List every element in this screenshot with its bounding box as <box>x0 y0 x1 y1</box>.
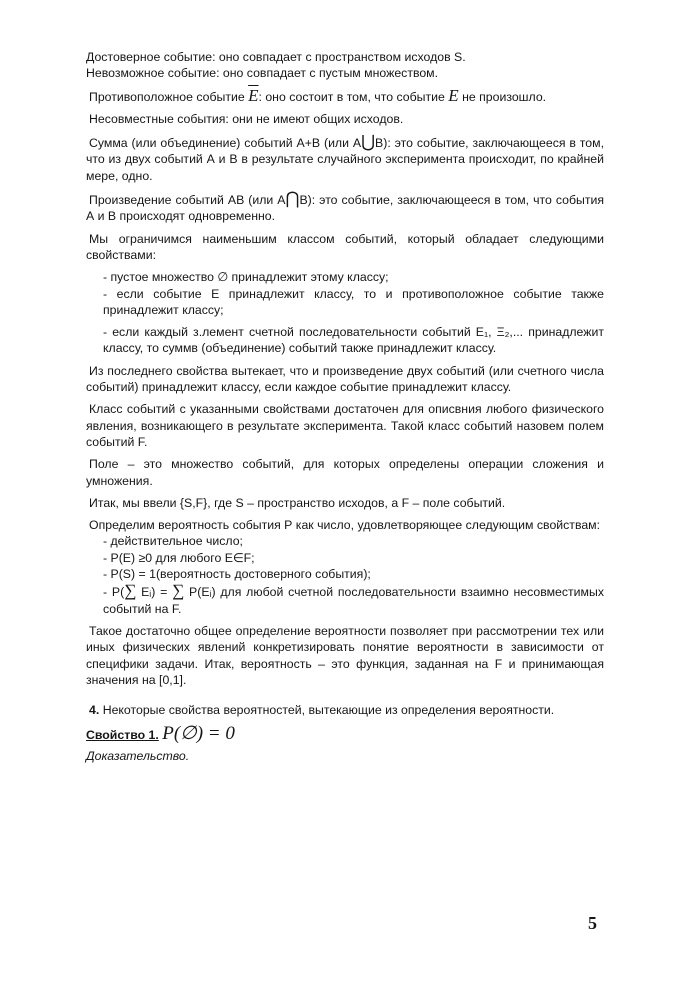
union-symbol: ⋃ <box>361 132 376 152</box>
property-formula: P(∅) = 0 <box>162 723 235 745</box>
e-symbol: E <box>448 85 459 105</box>
sum-symbol: ∑ <box>172 581 185 601</box>
paragraph-consequence: Из последнего свойства вытекает, что и произведение двух событий (или счетного числа событий) принадлежит классу, если каждое событие принадлежит классу. <box>86 363 604 395</box>
section-heading <box>86 702 604 718</box>
list-item: - Р(∑ Eᵢ) = ∑ Р(Eᵢ) для любой счетной последовательности взаимно несовместимых событий на F. <box>103 581 604 616</box>
paragraph-incompatible-events: Несовместные события: они не имеют общих исходов. <box>89 111 404 126</box>
paragraph-general-definition: Такое достаточно общее определение вероятности позволяет при рассмотрении тех или иных физических явлений конкретизировать понятие вероятности в зависимости от специфики задачи. Итак, вероятность – это функция, заданная на F и принимающая значения на [0,1]. <box>86 623 604 687</box>
list-item: - если каждый з.лемент счетной последовательности событий Е₁, Ξ₂,... принадлежит классу, то суммв (объединение) событий также принадлежит классу. <box>103 325 604 356</box>
proof-label: Доказательство. <box>86 748 190 763</box>
probability-properties-list <box>86 533 604 616</box>
list-item: - Р(Е) ≥0 для любого Е∈F; <box>103 550 255 565</box>
paragraph-opposite-event: Противоположное событие $\overline{E}$: оно состоит в том, что событие E не произошло. <box>89 85 547 105</box>
page-number: 5 <box>588 913 597 933</box>
paragraph-sum-events: Сумма (или объединение) событий А+В (или А⋃В): это событие, заключающееся в том, что из двух событий А и В в результате случайного эксперимента происходит, по крайней мере, одно. <box>86 132 604 183</box>
paragraph-probability-definition: Определим вероятность события Р как число, удовлетворяющее следующим свойствам: <box>89 518 601 533</box>
paragraph-certain-event: Достоверное событие: оно совпадает с пространством исходов S. <box>86 50 466 64</box>
sum-symbol: ∑ <box>124 581 137 601</box>
paragraph-field-definition: Поле – это множество событий, для которых определены операции сложения и умножения. <box>86 457 604 488</box>
property-heading <box>86 723 604 745</box>
paragraph-field-of-events: Класс событий с указанными свойствами достаточен для описвния любого физического явления, возникающего в результате эксперимента. Такой класс событий назовем полем событий F. <box>86 402 604 449</box>
paragraph-class-intro: Мы ограничимся наименьшим классом событий, который обладает следующими свойствами: <box>86 231 604 262</box>
property-label: Свойство 1. <box>86 728 159 743</box>
paragraph-s-f: Итак, мы ввели {S,F}, где S – пространство исходов, а F – поле событий. <box>89 495 506 510</box>
section-number: 4. <box>89 703 100 718</box>
list-item: - P(S) = 1(вероятность достоверного события); <box>103 567 371 582</box>
paragraph-product-events: Произведение событий АВ (или А⋂В): это событие, заключающееся в том, что события А и В происходят одновременно. <box>86 189 605 224</box>
list-item: - если событие Е принадлежит классу, то и противоположное событие также принадлежит классу; <box>103 286 604 317</box>
list-item: - действительное число; <box>103 534 243 549</box>
section-title: Некоторые свойства вероятностей, вытекающие из определения вероятности. <box>102 703 555 718</box>
body-text <box>86 49 604 764</box>
class-properties-list <box>86 269 604 356</box>
paragraph-impossible-event: Невозможное событие: оно совпадает с пустым множеством. <box>86 66 439 81</box>
list-item: - пустое множество ∅ принадлежит этому классу; <box>103 270 389 285</box>
complement-e-symbol: $\overline{E}$ <box>248 85 259 105</box>
intersection-symbol: ⋂ <box>285 189 300 209</box>
